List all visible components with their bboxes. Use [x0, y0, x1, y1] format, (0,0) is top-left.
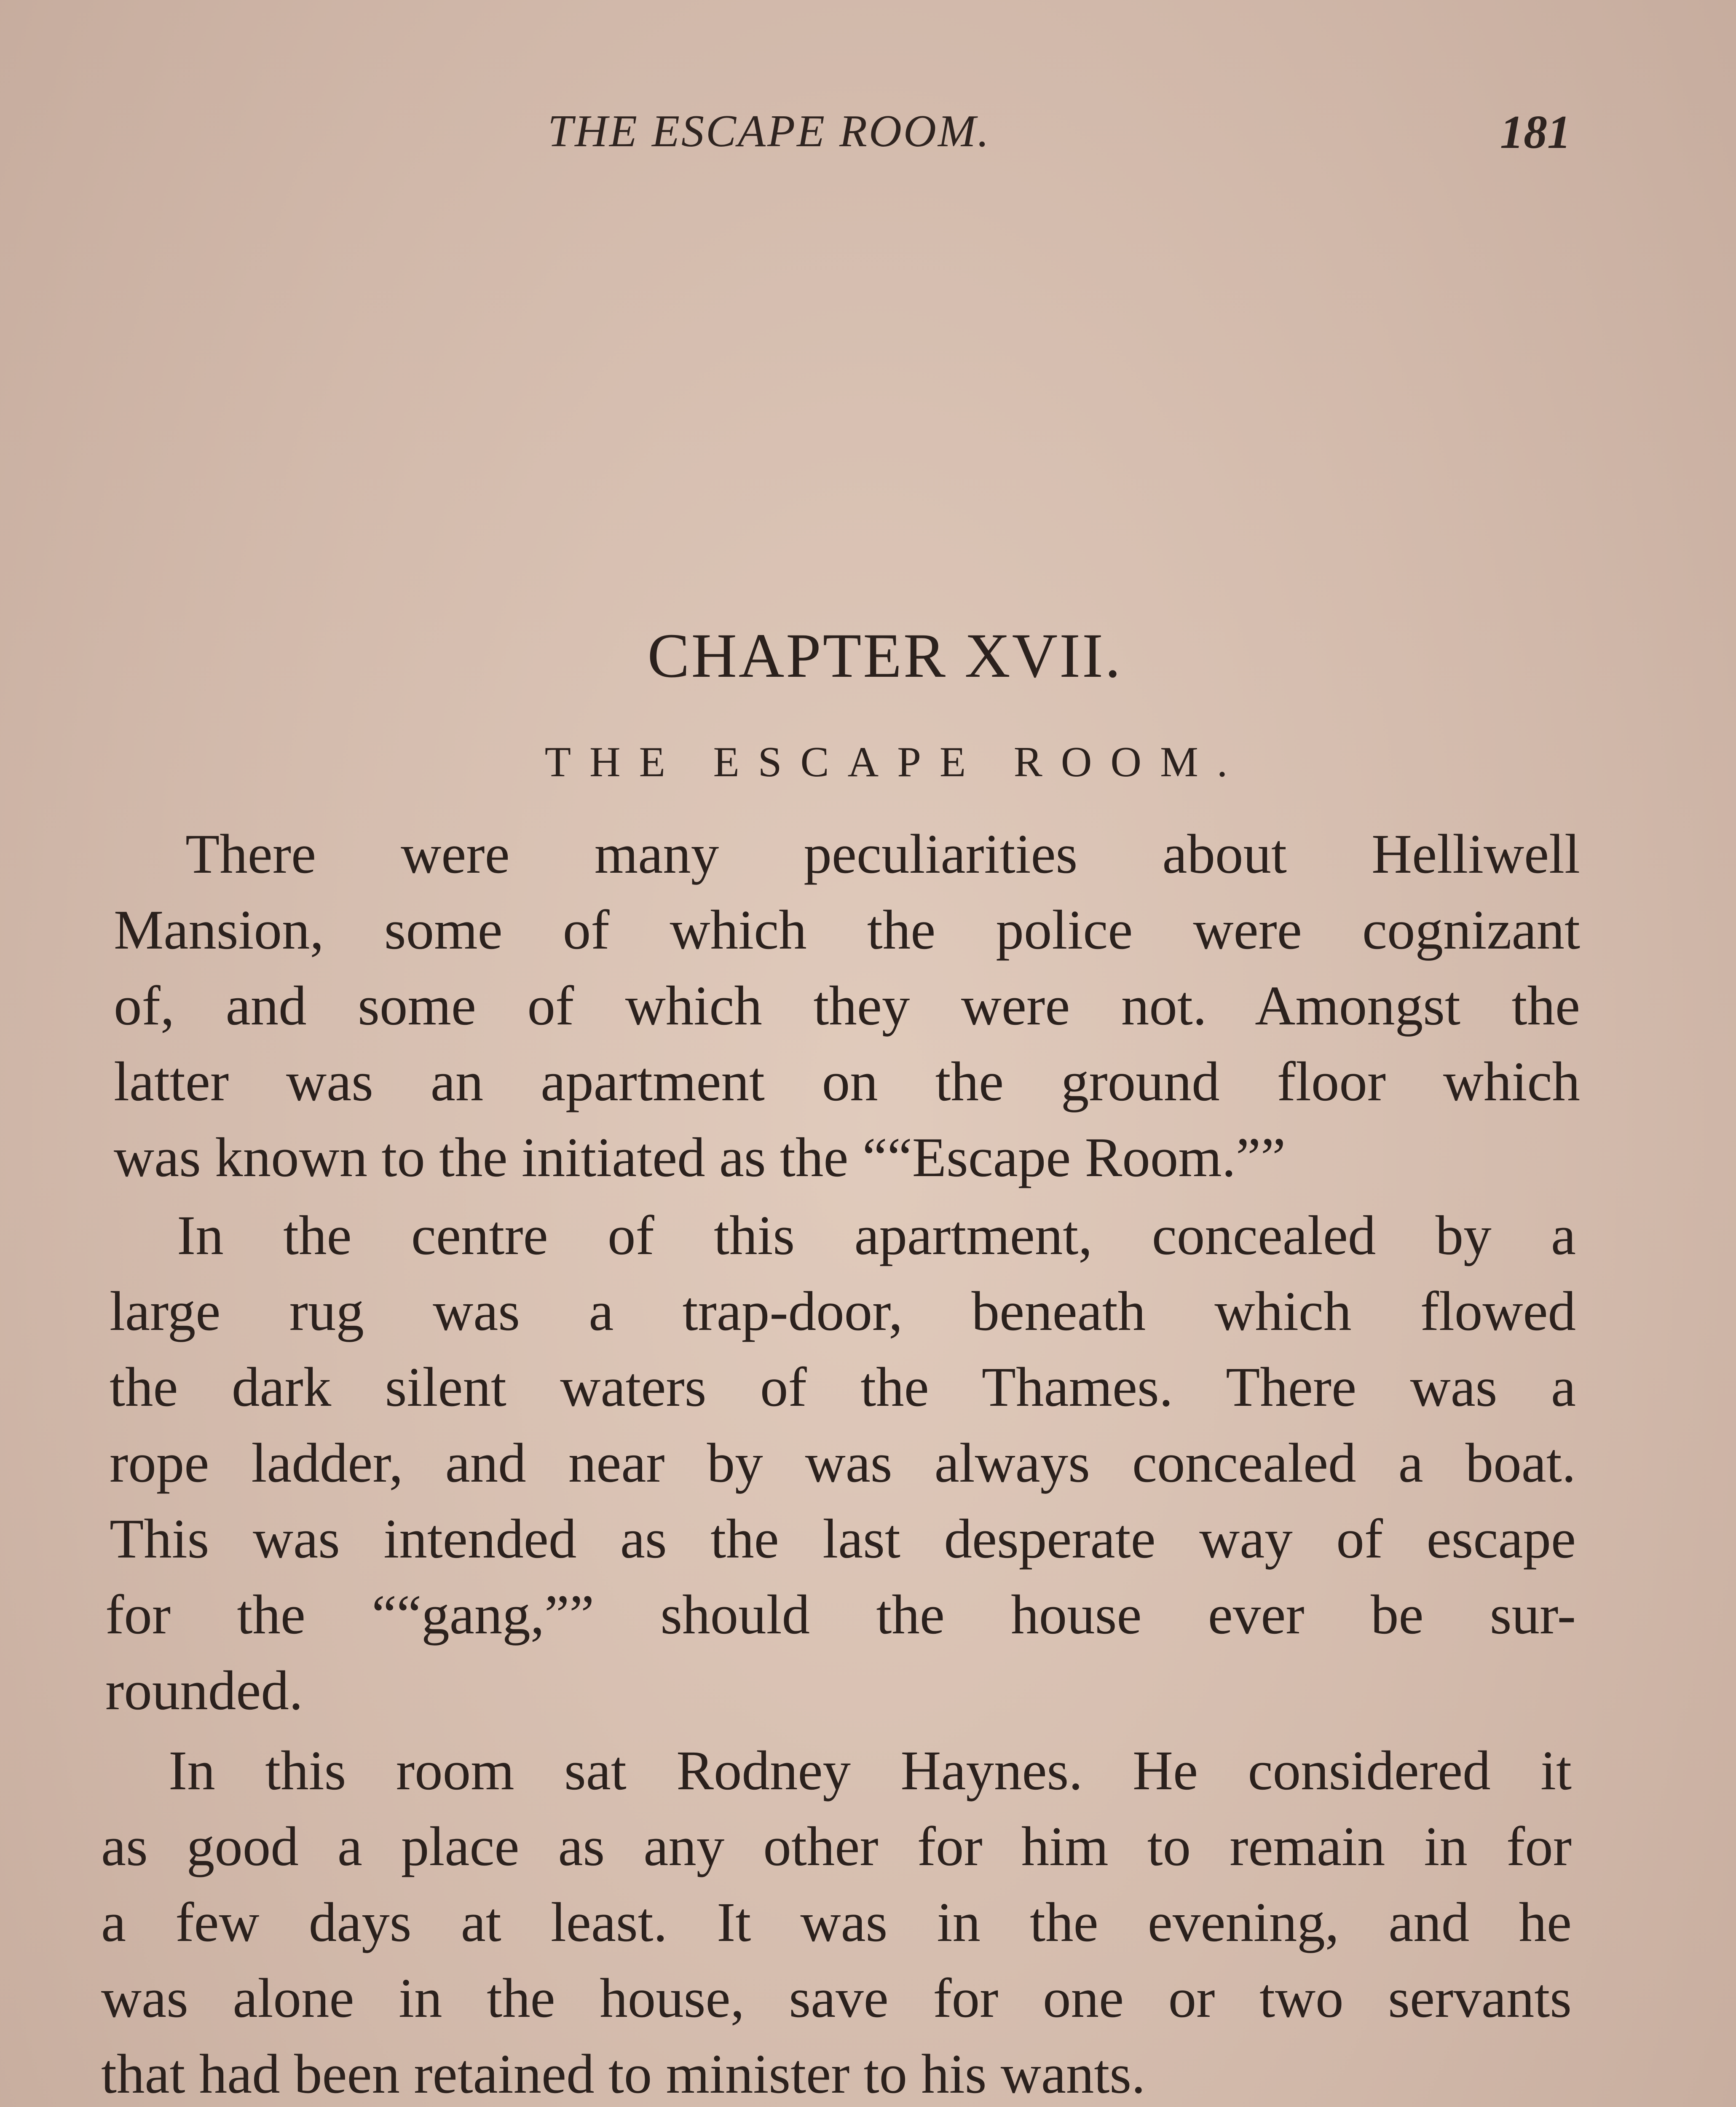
text-line: for the ““gang,”” should the house ever be sur- [105, 1583, 1576, 1646]
text-line: In this room sat Rodney Haynes. He considered it [169, 1739, 1572, 1801]
running-head: THE ESCAPE ROOM. [548, 106, 991, 156]
text-line: was alone in the house, save for one or two servants [101, 1967, 1572, 2029]
text-line: that had been retained to minister to his wants. [101, 2043, 1146, 2105]
page-number: 181 [1500, 106, 1571, 158]
text-line: There were many peculiarities about Helliwell [185, 823, 1580, 885]
text-line: of, and some of which they were not. Amongst the [114, 974, 1580, 1037]
text-line: In the centre of this apartment, concealed by a [177, 1204, 1576, 1266]
text-line: the dark silent waters of the Thames. There was a [110, 1356, 1576, 1418]
text-line: large rug was a trap-door, beneath which flowed [110, 1280, 1576, 1342]
text-line: latter was an apartment on the ground floor which [114, 1050, 1580, 1112]
text-line: rope ladder, and near by was always concealed a boat. [110, 1431, 1576, 1494]
text-line: was known to the initiated as the ““Escape Room.”” [114, 1126, 1286, 1188]
chapter-title: CHAPTER XVII. [647, 621, 1123, 691]
text-line: rounded. [105, 1659, 303, 1721]
text-line: This was intended as the last desperate way of escape [110, 1507, 1576, 1570]
text-line: a few days at least. It was in the evening, and he [101, 1891, 1572, 1953]
section-title: THE ESCAPE ROOM. [544, 738, 1246, 786]
text-line: Mansion, some of which the police were cognizant [114, 898, 1580, 961]
text-line: as good a place as any other for him to remain in for [101, 1815, 1572, 1877]
